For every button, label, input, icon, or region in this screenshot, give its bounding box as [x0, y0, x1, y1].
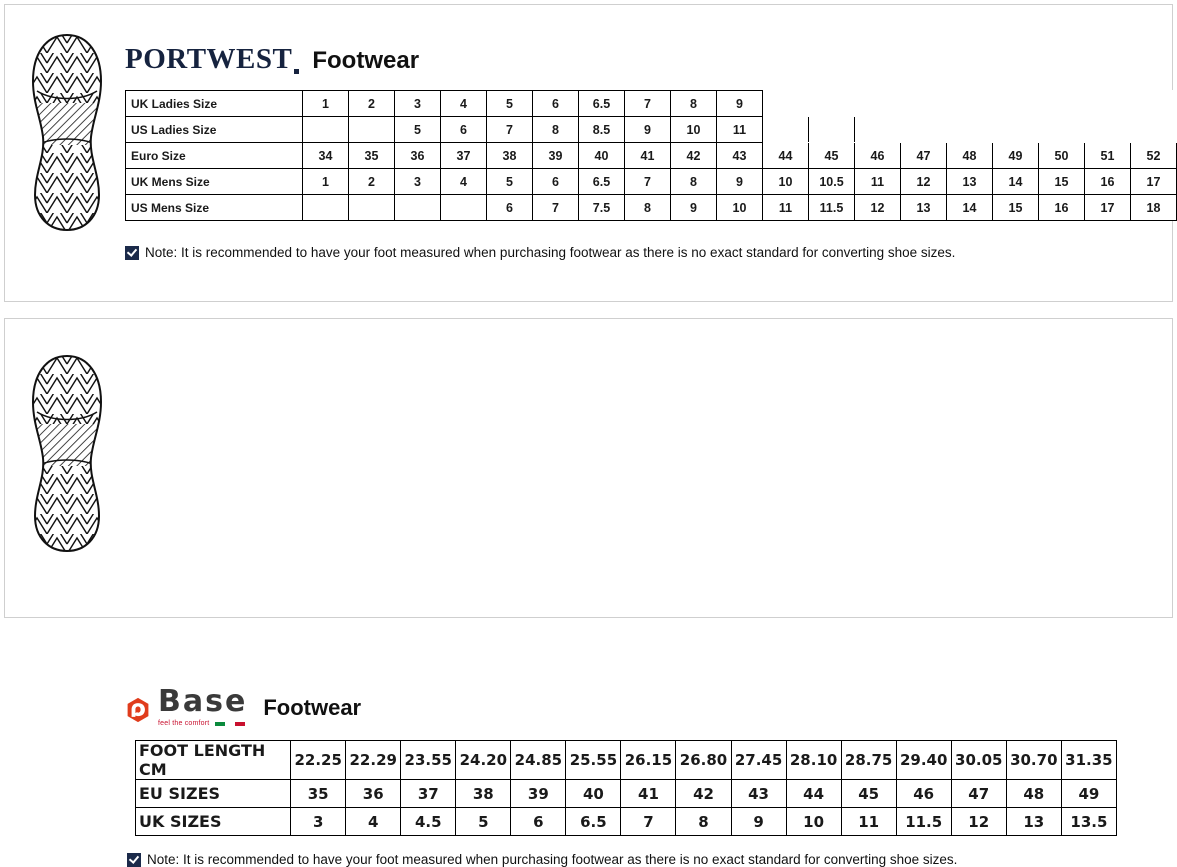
cell: [763, 117, 809, 143]
table-row: [126, 91, 1177, 117]
cell: 7.5: [579, 195, 625, 221]
cell: [395, 195, 441, 221]
row-label: EU SIZES: [136, 780, 291, 808]
cell: 1: [303, 91, 349, 117]
cell: 23.55: [401, 741, 456, 780]
cell: 39: [533, 143, 579, 169]
cell: 46: [855, 143, 901, 169]
cell: 9: [625, 117, 671, 143]
cell: [947, 91, 993, 117]
base-note: [127, 852, 957, 867]
portwest-size-table: [125, 90, 1177, 221]
cell: 34: [303, 143, 349, 169]
portwest-logo-text: PORTWEST: [125, 43, 293, 75]
cell: 13: [901, 195, 947, 221]
cell: [1039, 91, 1085, 117]
cell: 49: [1061, 780, 1116, 808]
cell: 15: [993, 195, 1039, 221]
base-size-chart-panel: [4, 318, 1173, 867]
cell: 7: [621, 808, 676, 836]
italy-flag-icon: [215, 722, 245, 726]
cell: 10: [671, 117, 717, 143]
cell: 6: [533, 91, 579, 117]
cell: 5: [395, 117, 441, 143]
cell: 41: [621, 780, 676, 808]
cell: 37: [401, 780, 456, 808]
row-label: UK SIZES: [136, 808, 291, 836]
cell: 6: [511, 808, 566, 836]
cell: 2: [349, 169, 395, 195]
cell: 3: [395, 91, 441, 117]
cell: 51: [1085, 143, 1131, 169]
cell: 4: [441, 169, 487, 195]
cell: 47: [951, 780, 1006, 808]
cell: 10: [763, 169, 809, 195]
cell: 14: [993, 169, 1039, 195]
cell: 45: [841, 780, 896, 808]
base-tagline-row: [158, 720, 247, 727]
row-label: Euro Size: [126, 143, 303, 169]
cell: 3: [291, 808, 346, 836]
cell: [441, 195, 487, 221]
cell: 27.45: [731, 741, 786, 780]
base-size-table: [135, 740, 1117, 836]
cell: 12: [855, 195, 901, 221]
cell: 39: [511, 780, 566, 808]
portwest-size-chart-panel: [4, 4, 1173, 302]
cell: 6: [441, 117, 487, 143]
cell: [1085, 91, 1131, 117]
cell: 8: [671, 91, 717, 117]
cell: [947, 117, 993, 143]
cell: 22.29: [346, 741, 401, 780]
cell: [349, 195, 395, 221]
cell: 42: [671, 143, 717, 169]
shoe-sole-illustration: [27, 33, 107, 233]
cell: 11.5: [809, 195, 855, 221]
cell: 18: [1131, 195, 1177, 221]
note-text: Note: It is recommended to have your foot measured when purchasing footwear as there is no exact standard for converting shoe sizes.: [145, 245, 956, 260]
table-row: [126, 117, 1177, 143]
table-row: [126, 169, 1177, 195]
cell: 5: [456, 808, 511, 836]
cell: 45: [809, 143, 855, 169]
cell: 49: [993, 143, 1039, 169]
cell: [993, 117, 1039, 143]
base-tagline: feel the comfort: [158, 720, 210, 727]
cell: 6.5: [579, 91, 625, 117]
portwest-brand-header: [125, 45, 419, 74]
table-row: [126, 143, 1177, 169]
cell: 6: [487, 195, 533, 221]
cell: 46: [896, 780, 951, 808]
row-label: US Mens Size: [126, 195, 303, 221]
cell: [1131, 117, 1177, 143]
portwest-note: [125, 245, 955, 260]
cell: 9: [731, 808, 786, 836]
cell: 30.70: [1006, 741, 1061, 780]
base-footwear-label: Footwear: [263, 695, 362, 720]
cell: 26.80: [676, 741, 731, 780]
cell: [1085, 117, 1131, 143]
cell: 17: [1085, 195, 1131, 221]
cell: 12: [951, 808, 1006, 836]
cell: [901, 117, 947, 143]
cell: [1131, 91, 1177, 117]
cell: 8: [676, 808, 731, 836]
cell: [1039, 117, 1085, 143]
cell: [349, 117, 395, 143]
portwest-logo-dot: [294, 69, 299, 74]
cell: 35: [349, 143, 395, 169]
cell: 11.5: [896, 808, 951, 836]
cell: 16: [1085, 169, 1131, 195]
shoe-sole-illustration: [27, 354, 107, 554]
check-box-icon: [127, 853, 141, 867]
cell: 43: [731, 780, 786, 808]
cell: 25.55: [566, 741, 621, 780]
cell: 50: [1039, 143, 1085, 169]
base-logo-text: Base: [158, 684, 248, 719]
cell: 6.5: [566, 808, 621, 836]
cell: 35: [291, 780, 346, 808]
cell: 36: [395, 143, 441, 169]
cell: 28.10: [786, 741, 841, 780]
cell: 36: [346, 780, 401, 808]
row-label: UK Ladies Size: [126, 91, 303, 117]
cell: [303, 195, 349, 221]
cell: 9: [717, 91, 763, 117]
cell: 15: [1039, 169, 1085, 195]
cell: 31.35: [1061, 741, 1116, 780]
note-text: Note: It is recommended to have your foot measured when purchasing footwear as there is no exact standard for converting shoe sizes.: [147, 852, 958, 867]
cell: 14: [947, 195, 993, 221]
cell: 3: [395, 169, 441, 195]
cell: [763, 91, 809, 117]
cell: [901, 91, 947, 117]
cell: 7: [625, 91, 671, 117]
cell: 6.5: [579, 169, 625, 195]
cell: 2: [349, 91, 395, 117]
cell: 48: [1006, 780, 1061, 808]
cell: 6: [533, 169, 579, 195]
cell: 4: [441, 91, 487, 117]
base-logo-icon: [125, 697, 151, 723]
cell: 10: [717, 195, 763, 221]
cell: 11: [717, 117, 763, 143]
cell: 38: [456, 780, 511, 808]
cell: 5: [487, 91, 533, 117]
cell: 13: [1006, 808, 1061, 836]
cell: 30.05: [951, 741, 1006, 780]
row-label: FOOT LENGTH CM: [136, 741, 291, 780]
cell: [855, 117, 901, 143]
row-label: US Ladies Size: [126, 117, 303, 143]
cell: 42: [676, 780, 731, 808]
cell: 40: [579, 143, 625, 169]
cell: 7: [533, 195, 579, 221]
cell: 26.15: [621, 741, 676, 780]
cell: 41: [625, 143, 671, 169]
cell: [809, 117, 855, 143]
cell: 40: [566, 780, 621, 808]
cell: 8: [671, 169, 717, 195]
cell: 13: [947, 169, 993, 195]
cell: [855, 91, 901, 117]
cell: 44: [786, 780, 841, 808]
cell: 24.20: [456, 741, 511, 780]
cell: 16: [1039, 195, 1085, 221]
table-row: [126, 195, 1177, 221]
cell: 22.25: [291, 741, 346, 780]
cell: 9: [671, 195, 717, 221]
cell: 24.85: [511, 741, 566, 780]
cell: 8: [625, 195, 671, 221]
cell: 12: [901, 169, 947, 195]
cell: 1: [303, 169, 349, 195]
cell: 43: [717, 143, 763, 169]
cell: 17: [1131, 169, 1177, 195]
cell: 37: [441, 143, 487, 169]
row-label: UK Mens Size: [126, 169, 303, 195]
cell: 11: [855, 169, 901, 195]
cell: 8: [533, 117, 579, 143]
cell: 44: [763, 143, 809, 169]
check-box-icon: [125, 246, 139, 260]
base-brand-header: [125, 684, 362, 727]
cell: 7: [625, 169, 671, 195]
cell: 10.5: [809, 169, 855, 195]
cell: 11: [841, 808, 896, 836]
cell: [993, 91, 1039, 117]
cell: 5: [487, 169, 533, 195]
cell: 4.5: [401, 808, 456, 836]
cell: 9: [717, 169, 763, 195]
cell: 13.5: [1061, 808, 1116, 836]
portwest-footwear-label: Footwear: [312, 47, 420, 74]
cell: 11: [763, 195, 809, 221]
cell: [809, 91, 855, 117]
cell: 28.75: [841, 741, 896, 780]
cell: [303, 117, 349, 143]
cell: 29.40: [896, 741, 951, 780]
cell: 38: [487, 143, 533, 169]
cell: 47: [901, 143, 947, 169]
cell: 7: [487, 117, 533, 143]
table-row: [136, 741, 1117, 780]
cell: 48: [947, 143, 993, 169]
cell: 8.5: [579, 117, 625, 143]
cell: 4: [346, 808, 401, 836]
table-row: [136, 808, 1117, 836]
cell: 52: [1131, 143, 1177, 169]
table-row: [136, 780, 1117, 808]
cell: 10: [786, 808, 841, 836]
